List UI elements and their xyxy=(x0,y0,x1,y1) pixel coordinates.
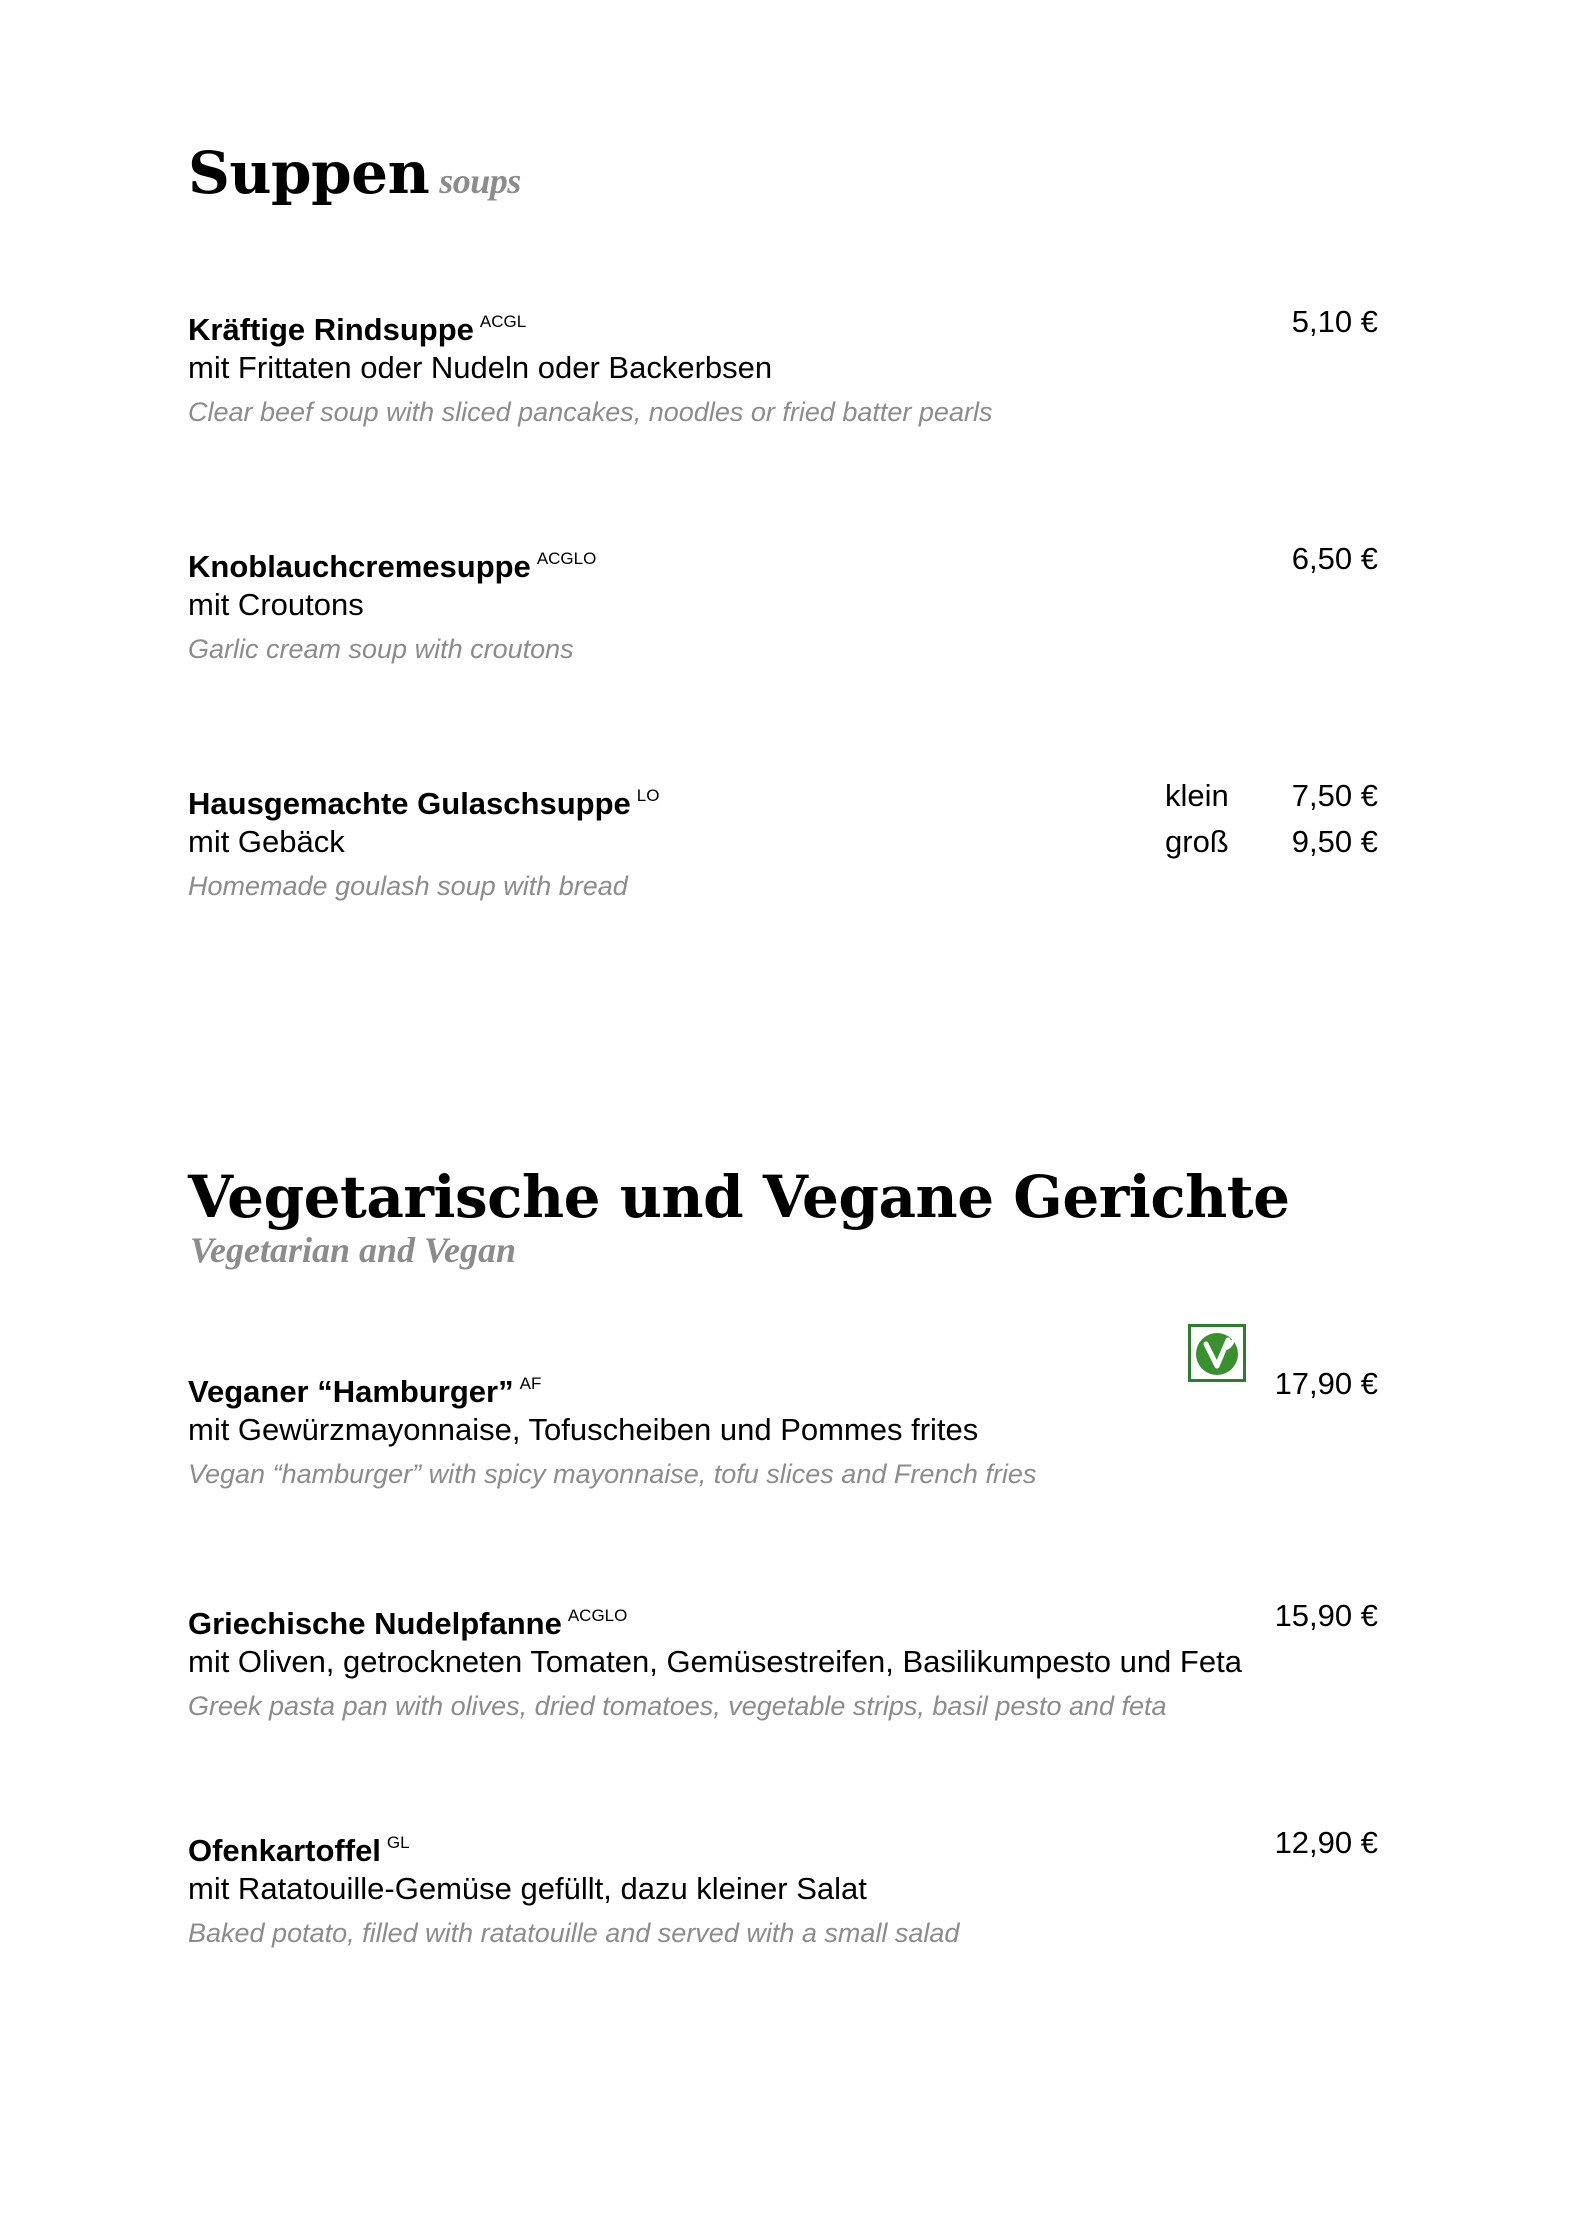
allergen-codes: ACGLO xyxy=(536,549,597,568)
menu-item-rindsuppe xyxy=(188,302,1398,452)
item-name-text: Veganer “Hamburger” xyxy=(188,1374,514,1409)
item-price-small: 7,50 € xyxy=(1291,778,1378,813)
item-name xyxy=(188,1823,410,1871)
item-name xyxy=(188,1364,541,1412)
item-description-en: Baked potato, filled with ratatouille and served with a small salad xyxy=(188,1918,960,1948)
item-description-en: Garlic cream soup with croutons xyxy=(188,634,574,664)
size-label-small: klein xyxy=(1165,778,1229,813)
item-name-text: Knoblauchcremesuppe xyxy=(188,549,531,584)
item-description: mit Ratatouille-Gemüse gefüllt, dazu kleiner Salat xyxy=(188,1871,867,1906)
section-title-vegetarian: Vegetarische und Vegane Gerichte xyxy=(188,1163,1290,1231)
item-name-text: Griechische Nudelpfanne xyxy=(188,1606,562,1641)
allergen-codes: ACGLO xyxy=(567,1606,628,1625)
item-description: mit Gewürzmayonnaise, Tofuscheiben und Pommes frites xyxy=(188,1412,979,1447)
item-name xyxy=(188,302,526,350)
allergen-codes: AF xyxy=(519,1374,542,1393)
item-price-large: 9,50 € xyxy=(1291,824,1378,859)
item-description: mit Croutons xyxy=(188,587,364,622)
menu-item-ofenkartoffel xyxy=(188,1823,1398,1973)
menu-item-gulaschsuppe xyxy=(188,776,1398,926)
section-subtitle: soups xyxy=(439,161,521,201)
section-subtitle: Vegetarian and Vegan xyxy=(190,1230,517,1270)
item-description-en: Greek pasta pan with olives, dried tomatoes, vegetable strips, basil pesto and feta xyxy=(188,1691,1167,1721)
allergen-codes: GL xyxy=(386,1833,410,1852)
vegan-leaf-icon-graphic xyxy=(1191,1327,1243,1379)
allergen-codes: LO xyxy=(636,786,660,805)
section-title-text: Suppen xyxy=(188,139,430,207)
item-description: mit Frittaten oder Nudeln oder Backerbsen xyxy=(188,350,773,385)
menu-item-griechische-nudelpfanne xyxy=(188,1596,1398,1746)
item-price: 5,10 € xyxy=(1291,304,1378,339)
item-price: 6,50 € xyxy=(1291,541,1378,576)
item-price: 17,90 € xyxy=(1274,1366,1378,1401)
item-description-en: Clear beef soup with sliced pancakes, noodles or fried batter pearls xyxy=(188,397,993,427)
item-description-en: Homemade goulash soup with bread xyxy=(188,871,628,901)
item-description-en: Vegan “hamburger” with spicy mayonnaise, tofu slices and French fries xyxy=(188,1459,1037,1489)
item-name xyxy=(188,1596,627,1644)
item-price: 15,90 € xyxy=(1274,1598,1378,1633)
item-name-text: Hausgemachte Gulaschsuppe xyxy=(188,786,631,821)
vegan-leaf-icon xyxy=(1188,1324,1246,1382)
item-name xyxy=(188,539,596,587)
menu-item-knoblauchcremesuppe xyxy=(188,539,1398,689)
size-label-large: groß xyxy=(1165,824,1229,859)
item-price: 12,90 € xyxy=(1274,1825,1378,1860)
item-name xyxy=(188,776,659,824)
menu-item-vegan-hamburger xyxy=(188,1364,1398,1514)
item-name-text: Ofenkartoffel xyxy=(188,1833,381,1868)
item-description: mit Oliven, getrockneten Tomaten, Gemüsestreifen, Basilikumpesto und Feta xyxy=(188,1644,1242,1679)
item-name-text: Kräftige Rindsuppe xyxy=(188,312,474,347)
item-description: mit Gebäck xyxy=(188,824,345,859)
allergen-codes: ACGL xyxy=(479,312,527,331)
section-title-soups xyxy=(188,138,521,216)
